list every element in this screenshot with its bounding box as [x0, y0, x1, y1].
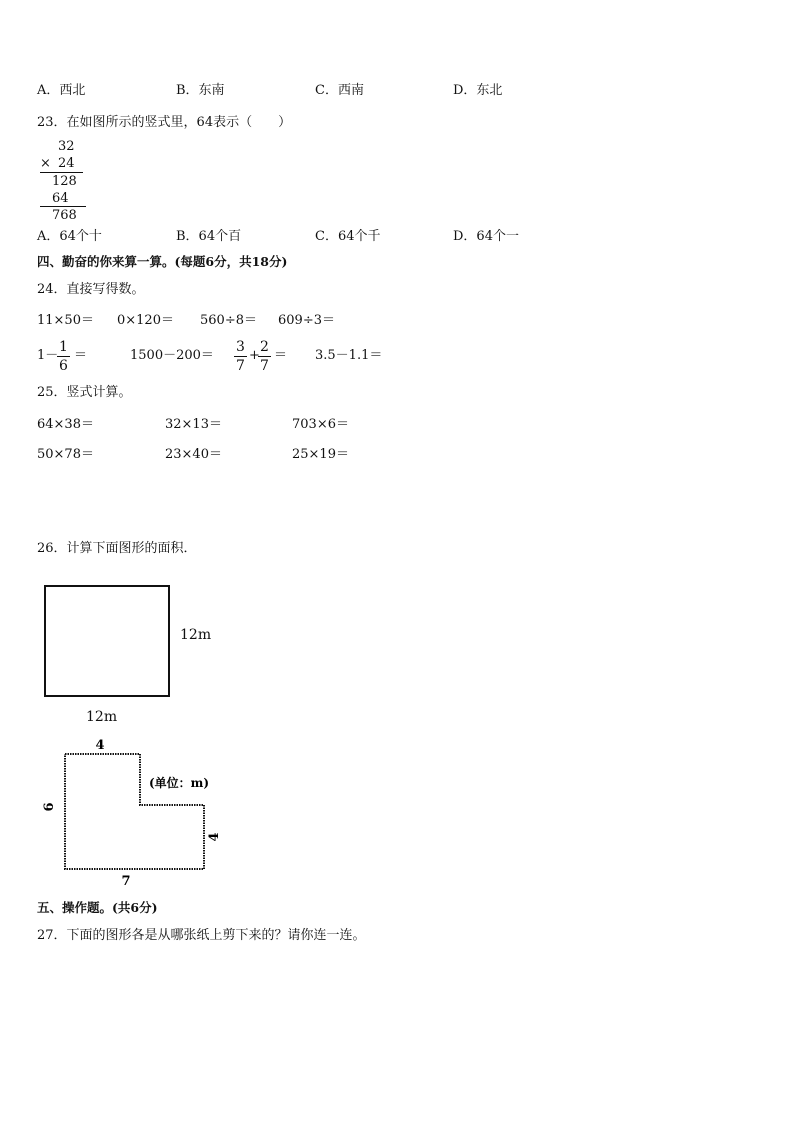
q22-option-c: C．西南 [315, 83, 364, 98]
q23-option-a: A．64个十 [37, 229, 102, 244]
fraction-numerator: 2 [260, 339, 269, 355]
q27-stem: 27．下面的图形各是从哪张纸上剪下来的？请你连一连。 [37, 928, 366, 943]
q25-expr-5: 23×40＝ [165, 447, 222, 462]
q25-expr-4: 50×78＝ [37, 447, 94, 462]
q24-fraction-2-7 [258, 340, 271, 373]
q22-option-d: D．东北 [453, 83, 503, 98]
vertical-line-2 [40, 206, 86, 207]
q23-option-b: B．64个百 [176, 229, 242, 244]
q25-expr-2: 32×13＝ [165, 417, 222, 432]
square-bottom-label: 12m [86, 709, 118, 725]
fraction-denominator: 6 [59, 358, 68, 374]
q24-fraction-1-6 [57, 340, 70, 373]
fraction-bar [234, 356, 247, 357]
vertical-partial-1: 128 [52, 174, 77, 189]
q24-plus-sign: + [249, 348, 260, 363]
fraction-numerator: 3 [236, 339, 245, 355]
q22-option-b: B．东南 [176, 83, 225, 98]
l-shape-top-label: 4 [95, 738, 105, 753]
l-shape-right-label: 4 [207, 832, 222, 842]
vertical-result: 768 [52, 208, 77, 223]
square-figure [44, 585, 170, 697]
l-shape-left-label: 6 [42, 802, 57, 812]
fraction-bar [57, 356, 70, 357]
q24-expr-6: 1500－200＝ [130, 348, 214, 363]
q24-expr-1: 11×50＝ [37, 313, 94, 328]
q25-expr-1: 64×38＝ [37, 417, 94, 432]
fraction-numerator: 1 [59, 339, 68, 355]
q25-expr-3: 703×6＝ [292, 417, 349, 432]
q24-expr-4: 609÷3＝ [278, 313, 335, 328]
fraction-denominator: 7 [236, 358, 245, 374]
square-side-label: 12m [180, 627, 212, 643]
fraction-bar [258, 356, 271, 357]
q23-option-c: C．64个千 [315, 229, 381, 244]
vertical-partial-2: 64 [52, 191, 69, 206]
l-shape-figure [40, 735, 240, 890]
l-shape-unit-label: (单位：m) [149, 776, 210, 790]
q24-expr-3: 560÷8＝ [200, 313, 257, 328]
l-shape-bottom-label: 7 [121, 874, 131, 889]
vertical-multiplicand: 32 [58, 139, 75, 154]
q24-expr-5-suffix: ＝ [74, 348, 88, 363]
q22-option-a: A．西北 [37, 83, 86, 98]
section-5-title: 五、操作题。(共6分) [37, 900, 158, 915]
vertical-line-1 [40, 172, 83, 173]
vertical-multiplier: 24 [58, 156, 75, 171]
q23-option-d: D．64个一 [453, 229, 519, 244]
q24-expr-8: 3.5－1.1＝ [315, 348, 383, 363]
q25-stem: 25．竖式计算。 [37, 385, 132, 400]
q24-stem: 24．直接写得数。 [37, 282, 145, 297]
fraction-denominator: 7 [260, 358, 269, 374]
l-shape-outline [65, 754, 204, 869]
q24-expr-2: 0×120＝ [117, 313, 174, 328]
section-4-title: 四、勤奋的你来算一算。(每题6分，共18分) [37, 254, 288, 269]
q26-stem: 26．计算下面图形的面积． [37, 541, 197, 556]
vertical-multiply-sign: × [40, 156, 51, 171]
q24-expr-5-prefix: 1－ [37, 348, 59, 363]
q25-expr-6: 25×19＝ [292, 447, 349, 462]
q24-fraction-3-7 [234, 340, 247, 373]
q23-stem: 23．在如图所示的竖式里，64表示（ ） [37, 115, 292, 130]
q24-expr-7-suffix: ＝ [274, 348, 288, 363]
